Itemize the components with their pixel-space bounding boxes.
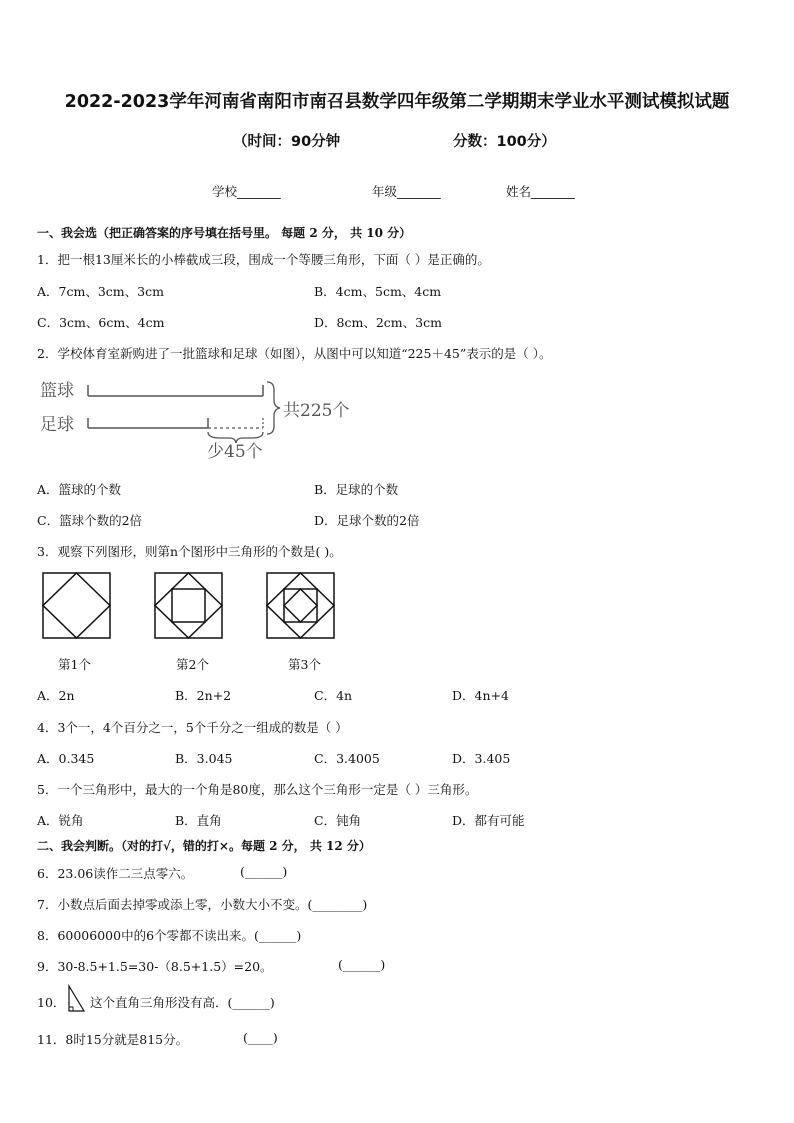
q3-option-b: B．2n+2 [175, 688, 232, 703]
q1-option-b: B．4cm、5cm、4cm [314, 284, 442, 299]
q1-option-d: D．8cm、2cm、3cm [314, 315, 442, 330]
q5-text: 5．一个三角形中，最大的一个角是80度，那么这个三角形一定是（ ）三角形。 [37, 782, 478, 797]
q2-option-d: D．足球个数的2倍 [314, 513, 420, 528]
total-brace [267, 382, 280, 434]
label-total: 共225个 [283, 401, 350, 421]
figure-3 [266, 572, 336, 640]
q9-text: 9．30-8.5+1.5=30-（8.5+1.5）=20。 [37, 959, 273, 974]
q2-option-a: A．篮球的个数 [37, 482, 122, 497]
q2-option-c: C．篮球个数的2倍 [37, 513, 143, 528]
figure-1-label: 第1个 [58, 657, 91, 672]
q9-answer-blank[interactable]: (______) [338, 957, 386, 972]
q5-option-a: A．锐角 [37, 813, 84, 828]
q11-answer-blank[interactable]: (____) [243, 1030, 278, 1045]
q4-option-c: C．3.4005 [314, 751, 380, 766]
q5-option-d: D．都有可能 [452, 813, 525, 828]
label-basketball: 篮球 [40, 381, 74, 401]
grade-field: 年级_______ [372, 184, 441, 199]
q4-option-a: A．0.345 [37, 751, 95, 766]
q8-text: 8．60006000中的6个零都不读出来。(______) [37, 928, 302, 943]
q4-option-d: D．3.405 [452, 751, 511, 766]
q3-option-d: D．4n+4 [452, 688, 509, 703]
q4-text: 4．3个一，4个百分之一，5个千分之一组成的数是（ ） [37, 720, 348, 735]
label-football: 足球 [40, 415, 74, 435]
q6-answer-blank[interactable]: (______) [240, 864, 288, 879]
q10-text: 这个直角三角形没有高．(______) [90, 995, 275, 1010]
figure-1 [42, 572, 112, 640]
q1-option-a: A．7cm、3cm、3cm [37, 284, 164, 299]
q2-option-b: B．足球的个数 [314, 482, 399, 497]
exam-time: （时间：90分钟 [233, 134, 341, 150]
section-1-heading: 一、我会选（把正确答案的序号填在括号里。 每题 2 分， 共 10 分） [37, 226, 412, 240]
figure-3-label: 第3个 [288, 657, 321, 672]
q4-option-b: B．3.045 [175, 751, 233, 766]
q3-option-a: A．2n [37, 688, 75, 703]
figure-2-label: 第2个 [176, 657, 209, 672]
right-triangle-icon [65, 984, 87, 1014]
q11-text: 11．8时15分就是815分。 [37, 1032, 189, 1047]
label-less: 少45个 [207, 442, 263, 462]
school-field: 学校_______ [212, 184, 281, 199]
section-2-heading: 二、我会判断。（对的打√，错的打×。每题 2 分， 共 12 分） [37, 839, 371, 853]
exam-score: 分数：100分） [453, 134, 556, 150]
q5-option-b: B．直角 [175, 813, 222, 828]
q2-text: 2．学校体育室新购进了一批篮球和足球（如图），从图中可以知道“225＋45”表示的是（ ）。 [37, 346, 552, 361]
q3-option-c: C．4n [314, 688, 353, 703]
q7-text: 7．小数点后面去掉零或添上零，小数大小不变。(________) [37, 897, 368, 912]
figure-2 [154, 572, 224, 640]
page-title: 2022-2023学年河南省南阳市南召县数学四年级第二学期期末学业水平测试模拟试题 [64, 92, 730, 112]
q10-number: 10． [37, 995, 66, 1010]
q1-text: 1．把一根13厘米长的小棒截成三段，围成一个等腰三角形，下面（ ）是正确的。 [37, 252, 490, 267]
q5-option-c: C．钝角 [314, 813, 362, 828]
q3-text: 3．观察下列图形，则第n个图形中三角形的个数是( )。 [37, 544, 342, 559]
name-field: 姓名_______ [506, 184, 575, 199]
q1-option-c: C．3cm、6cm、4cm [37, 315, 165, 330]
q6-text: 6．23.06读作二三点零六。 [37, 866, 194, 881]
